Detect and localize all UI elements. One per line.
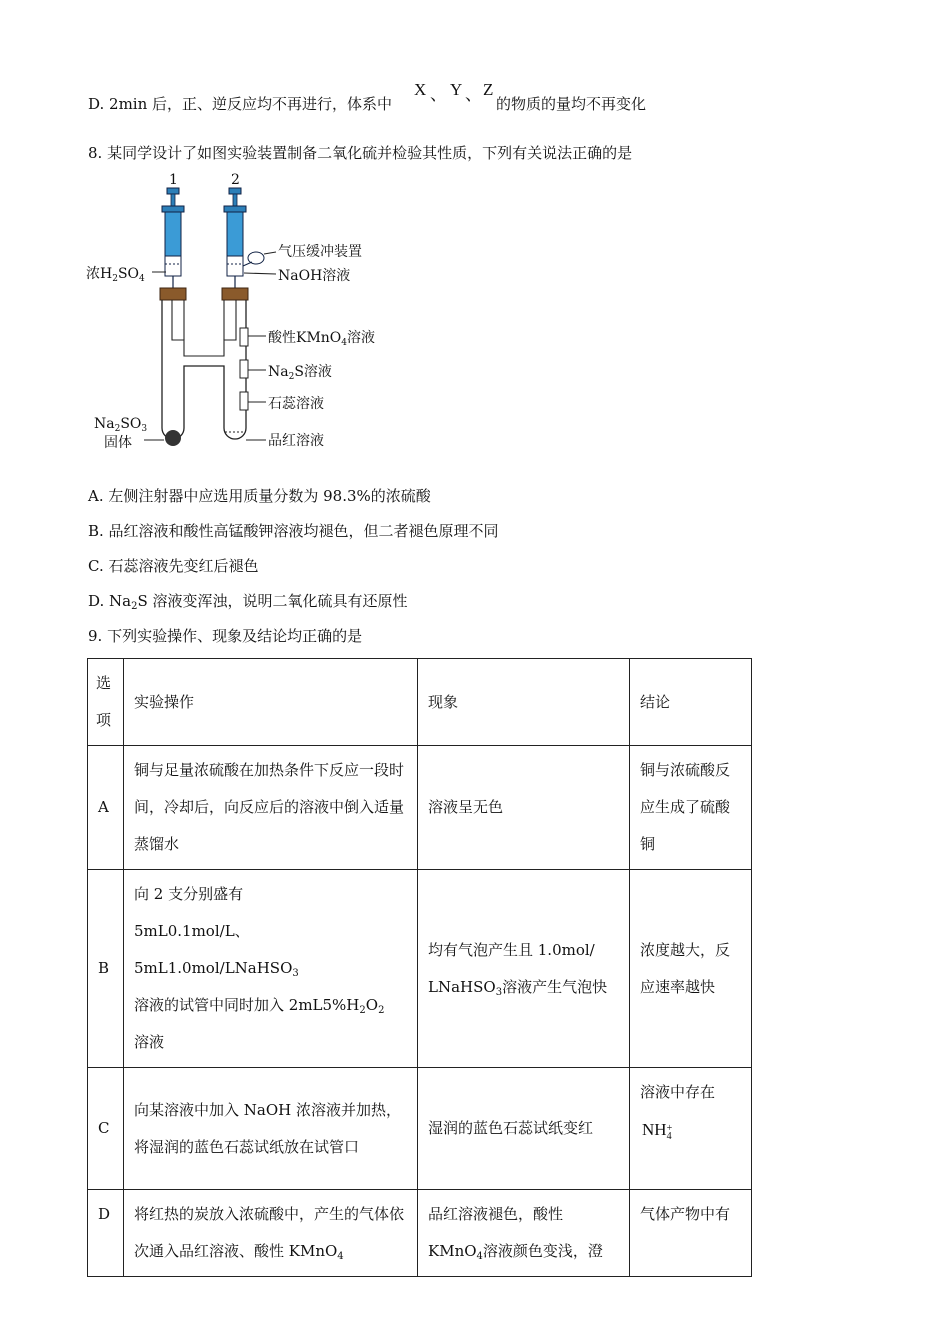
row-a-phenomenon: 溶液呈无色 — [418, 746, 630, 870]
species-x: X — [414, 80, 427, 99]
row-b-option: B — [88, 870, 124, 1068]
q8-stem: 8. 某同学设计了如图实验装置制备二氧化硫并检验其性质，下列有关说法正确的是 — [88, 144, 633, 162]
kmno4-label: 酸性KMnO$_4$溶液 — [268, 330, 376, 348]
prev-option-d-suffix: 的物质的量均不再变化 — [496, 95, 647, 113]
q8-option-d: D. $Na_2S$ 溶液变浑浊，说明二氧化硫具有还原性 — [88, 592, 408, 612]
stopper-left — [160, 288, 186, 300]
table-row — [88, 746, 752, 870]
h-tube — [162, 300, 246, 439]
row-c-operation: 向某溶液中加入 NaOH 浓溶液并加热，将湿润的蓝色石蕊试纸放在试管口 — [124, 1068, 418, 1190]
table-header-row — [88, 659, 752, 746]
row-d-operation: 将红热的炭放入浓硫酸中，产生的气体依次通入品红溶液、酸性 KMnO$_4$ — [124, 1190, 418, 1277]
species-z: Z — [483, 80, 494, 99]
syringe-1-label: 1 — [169, 172, 178, 188]
table-row — [88, 1068, 752, 1190]
solid-label: $Na_2SO_3$ — [94, 416, 148, 434]
q9-table — [87, 658, 752, 1277]
row-b-operation: 向 2 支分别盛有 5mL0.1mol/L、5mL1.0mol/LNaHSO$_3$ 溶液的试管中同时加入 $2mL5\%H_2O_2$ 溶液 — [124, 870, 418, 1068]
fuchsin-label: 品红溶液 — [268, 433, 324, 449]
header-conclusion: 结论 — [630, 659, 752, 746]
header-option: 选 项 — [88, 659, 124, 746]
table-row — [88, 870, 752, 1068]
row-c-phenomenon: 湿润的蓝色石蕊试纸变红 — [418, 1068, 630, 1190]
header-phenomenon: 现象 — [418, 659, 630, 746]
table-row — [88, 1190, 752, 1277]
naoh-label: NaOH溶液 — [278, 268, 351, 284]
syringe-2-label: 2 — [231, 172, 240, 188]
row-d-conclusion: 气体产物中有 — [630, 1190, 752, 1277]
row-a-conclusion: 铜与浓硫酸反应生成了硫酸铜 — [630, 746, 752, 870]
q8-option-b: B. 品红溶液和酸性高锰酸钾溶液均褪色，但二者褪色原理不同 — [88, 522, 499, 540]
apparatus-diagram — [80, 170, 410, 460]
row-c-option: C — [88, 1068, 124, 1190]
na2s-label: $Na_2S$溶液 — [268, 364, 332, 382]
q8-option-a: A. 左侧注射器中应选用质量分数为 98.3%的浓硫酸 — [88, 487, 431, 505]
litmus-label: 石蕊溶液 — [268, 396, 324, 412]
row-a-operation: 铜与足量浓硫酸在加热条件下反应一段时间，冷却后，向反应后的溶液中倒入适量蒸馏水 — [124, 746, 418, 870]
prev-option-d — [88, 94, 392, 114]
species-y: Y — [450, 80, 463, 99]
row-d-option: D — [88, 1190, 124, 1277]
row-b-conclusion: 浓度越大，反应速率越快 — [630, 870, 752, 1068]
prev-option-d-prefix: D. 2min 后，正、逆反应均不再进行，体系中 — [88, 95, 393, 113]
row-d-phenomenon: 品红溶液褪色，酸性 KMnO$_4$溶液颜色变浅，澄 — [418, 1190, 630, 1277]
q8-option-c: C. 石蕊溶液先变红后褪色 — [88, 557, 259, 575]
ammonium-ion: NH+ 4 — [642, 1120, 673, 1142]
row-c-conclusion: 溶液中存在 NH+ 4 — [630, 1068, 752, 1190]
row-a-option: A — [88, 746, 124, 870]
sep-2: 、 — [465, 85, 482, 104]
row-b-phenomenon: 均有气泡产生且 1.0mol/ LNaHSO$_3$溶液产生气泡快 — [418, 870, 630, 1068]
buffer-label: 气压缓冲装置 — [278, 244, 362, 260]
solid-na2so3 — [165, 430, 181, 446]
solid-label-2: 固体 — [104, 435, 132, 451]
header-operation: 实验操作 — [124, 659, 418, 746]
syringe-1 — [162, 188, 184, 288]
sep-1: 、 — [430, 85, 447, 104]
acid-label: 浓$H_2SO_4$ — [86, 266, 145, 284]
stopper-right — [222, 288, 248, 300]
q9-stem: 9. 下列实验操作、现象及结论均正确的是 — [88, 627, 363, 645]
